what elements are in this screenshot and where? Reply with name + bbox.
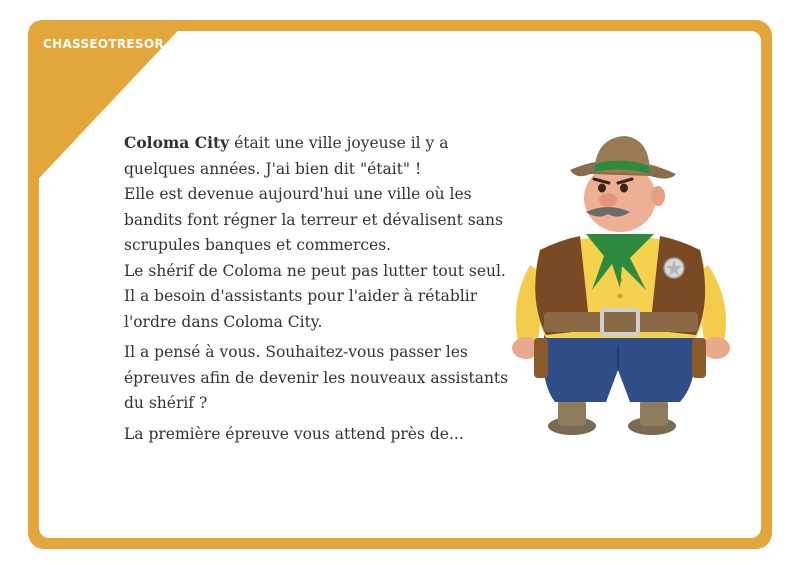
story-intro: était une ville joyeuse il y a quelques années. J'ai bien dit "était" !: [124, 134, 449, 178]
story-paragraph-1: [124, 130, 514, 335]
place-name: Coloma City: [124, 133, 230, 152]
story-paragraph-2: Il a pensé à vous. Souhaitez-vous passer les épreuves afin de devenir les nouveaux assistants du shérif ?: [124, 343, 509, 412]
brand-logo: CHASSEOTRESOR: [43, 37, 164, 51]
story-line-3: Le shérif de Coloma ne peut pas lutter tout seul. Il a besoin d'assistants pour l'aider à rétablir l'ordre dans Coloma City.: [124, 261, 506, 331]
story-text: [124, 130, 514, 452]
story-paragraph-3: La première épreuve vous attend près de...: [124, 424, 464, 443]
story-line-2: Elle est devenue aujourd'hui une ville où les bandits font régner la terreur et dévalisent sans scrupules banques et commerces.: [124, 185, 503, 254]
sheriff-cowboy-illustration: [500, 130, 740, 445]
